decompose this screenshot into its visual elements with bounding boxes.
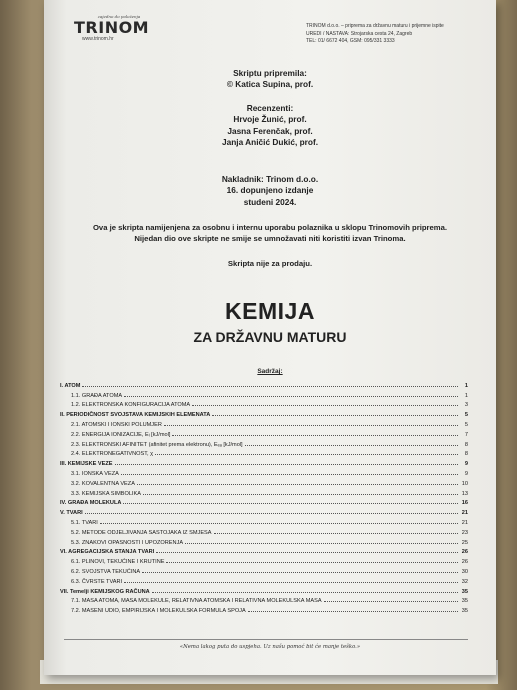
toc-entry — [60, 546, 468, 556]
toc-entry-label: 5.1. TVARI — [71, 519, 98, 526]
toc-entry — [60, 526, 468, 536]
toc-entry-page: 35 — [461, 598, 468, 605]
toc-entry-label: 2.2. ENERGIJA IONIZACIJE, Eᵢ [kJ/mol] — [71, 431, 171, 438]
toc-entry — [60, 457, 468, 467]
toc-entry-page: 8 — [464, 451, 468, 458]
toc-leader-dots — [100, 522, 458, 524]
toc-entry — [60, 379, 468, 389]
toc-entry-label: 2.1. ATOMSKI I IONSKI POLUMJER — [71, 421, 162, 428]
toc-leader-dots — [185, 542, 458, 544]
toc-leader-dots — [212, 414, 458, 416]
toc-entry-page: 21 — [461, 510, 468, 517]
toc-entry — [60, 448, 468, 458]
toc-entry — [60, 477, 468, 487]
toc-entry-label: 3.1. IONSKA VEZA — [71, 470, 119, 477]
toc-entry-page: 1 — [464, 382, 468, 389]
toc-leader-dots — [152, 591, 458, 593]
notice-line-2: Nijedan dio ove skripte ne smije se umnožavati niti koristiti izvan Trinoma. — [134, 234, 406, 243]
toc-entry-label: IV. GRAĐA MOLEKULA — [60, 500, 122, 507]
toc-leader-dots — [137, 483, 458, 485]
toc-entry — [60, 536, 468, 546]
toc-entry-page: 21 — [461, 519, 468, 526]
toc-entry-page: 7 — [464, 431, 468, 438]
toc-entry-page: 5 — [464, 421, 468, 428]
toc-entry — [60, 408, 468, 418]
document-subtitle: ZA DRŽAVNU MATURU — [193, 329, 347, 345]
prepared-by — [44, 68, 496, 91]
toc-entry-page: 32 — [461, 578, 468, 585]
toc-leader-dots — [82, 385, 458, 387]
toc-leader-dots — [166, 561, 458, 563]
toc-entry-page: 5 — [464, 412, 468, 419]
toc-entry-label: 1.2. ELEKTRONSKA KONFIGURACIJA ATOMA — [71, 402, 191, 409]
trinom-logo — [74, 14, 164, 42]
toc-entry-label: 7.1. MASA ATOMA, MASA MOLEKULE, RELATIVNA ATOMSKA I RELATIVNA MOLEKULSKA MASA — [71, 598, 322, 605]
toc-entry-label: I. ATOM — [60, 382, 81, 389]
toc-entry — [60, 428, 468, 438]
toc-entry-page: 9 — [464, 461, 468, 468]
reviewer-name: Janja Aničić Dukić, prof. — [221, 136, 319, 147]
toc-entry-page: 1 — [464, 392, 468, 399]
toc-leader-dots — [164, 424, 458, 426]
company-line-3: TEL: 01/ 6672 404, GSM: 095/331 3333 — [306, 38, 395, 44]
toc-entry-label: VI. AGREGACIJSKA STANJA TVARI — [60, 549, 155, 556]
toc-entry-page: 26 — [461, 549, 468, 556]
toc-leader-dots — [124, 395, 458, 397]
toc-entry — [60, 585, 468, 595]
toc-entry — [60, 487, 468, 497]
toc-entry — [60, 595, 468, 605]
toc-entry-page: 26 — [461, 559, 468, 566]
toc-entry-page: 3 — [464, 402, 468, 409]
toc-entry — [60, 418, 468, 428]
footer-divider — [64, 639, 468, 640]
toc-entry-label: 6.3. ČVRSTE TVARI — [71, 578, 123, 585]
toc-entry-label: 2.4. ELEKTRONEGATIVNOST, χ — [71, 451, 154, 458]
toc-entry — [60, 506, 468, 516]
toc-entry — [60, 565, 468, 575]
toc-leader-dots — [143, 493, 458, 495]
toc-entry-label: 3.2. KOVALENTNA VEZA — [71, 480, 135, 487]
toc-leader-dots — [192, 404, 458, 406]
toc-entry — [60, 516, 468, 526]
reviewer-name: Jasna Ferenčak, prof. — [227, 125, 313, 136]
toc-leader-dots — [85, 512, 458, 514]
table-of-contents — [60, 379, 468, 614]
toc-entry-page: 35 — [461, 588, 468, 595]
toc-entry-page: 8 — [464, 441, 468, 448]
toc-entry — [60, 555, 468, 565]
toc-entry — [60, 438, 468, 448]
toc-leader-dots — [245, 444, 458, 446]
toc-entry-label: 5.3. ZNAKOVI OPASNOSTI I UPOZORENJA — [71, 539, 184, 546]
toc-entry-label: 1.1. GRAĐA ATOMA — [71, 392, 123, 399]
toc-leader-dots — [324, 600, 458, 602]
toc-entry-label: V. TVARI — [60, 510, 83, 517]
toc-leader-dots — [214, 532, 458, 534]
usage-notice — [44, 222, 496, 244]
toc-entry-label: 7.2. MASENI UDIO, EMPIRIJSKA I MOLEKULSKA FORMULA SPOJA — [71, 608, 246, 615]
toc-entry-page: 16 — [461, 500, 468, 507]
publisher: Nakladnik: Trinom d.o.o. — [221, 174, 319, 184]
prepared-label: Skriptu pripremila: — [233, 68, 307, 78]
logo-tagline: zajedno do položenja — [97, 14, 141, 19]
toc-entry — [60, 604, 468, 614]
toc-entry — [60, 399, 468, 409]
toc-entry-page: 10 — [461, 480, 468, 487]
toc-entry — [60, 497, 468, 507]
toc-leader-dots — [156, 551, 458, 553]
logo-wordmark: TRINOM — [74, 18, 150, 37]
toc-entry-label: 5.2. METODE ODJELJIVANJA SASTOJAKA IZ SMJESA — [71, 529, 212, 536]
edition: 16. dopunjeno izdanje — [226, 185, 314, 196]
toc-leader-dots — [121, 473, 458, 475]
toc-entry — [60, 575, 468, 585]
footer-quote: «Nema lakog puta do uspjeha. Uz našu pomoć bit će manje teško.» — [179, 644, 361, 650]
toc-leader-dots — [142, 571, 458, 573]
toc-entry-label: 6.2. SVOJSTVA TEKUĆINA — [71, 568, 141, 575]
company-info — [306, 23, 494, 46]
toc-leader-dots — [172, 434, 458, 436]
toc-entry-label: VII. Temelji KEMIJSKOG RAČUNA — [60, 588, 150, 595]
toc-entry-page: 9 — [464, 470, 468, 477]
toc-leader-dots — [123, 502, 458, 504]
toc-entry-page: 35 — [461, 608, 468, 615]
reviewers-label: Recenzenti: — [246, 103, 294, 113]
company-line-2: UREDI / NASTAVA: Strojarska cesta 24, Zagreb — [306, 30, 413, 37]
reviewers-block — [44, 103, 496, 148]
logo-url: www.trinom.hr — [82, 36, 114, 42]
publisher-block — [44, 174, 496, 208]
document-title: KEMIJA — [225, 298, 315, 324]
toc-entry-page: 25 — [461, 539, 468, 546]
toc-entry-label: 6.1. PLINOVI, TEKUĆINE I KRUTINE — [71, 559, 165, 566]
toc-leader-dots — [124, 581, 458, 583]
toc-entry — [60, 389, 468, 399]
toc-entry-page: 13 — [461, 490, 468, 497]
toc-entry-page: 30 — [461, 568, 468, 575]
not-for-sale: Skripta nije za prodaju. — [227, 259, 313, 268]
notice-line-1: Ova je skripta namijenjena za osobnu i internu uporabu polaznika u sklopu Trinomovih priprema. — [92, 223, 448, 232]
reviewer-name: Hrvoje Žunić, prof. — [233, 114, 307, 125]
toc-entry-page: 23 — [461, 529, 468, 536]
toc-entry — [60, 467, 468, 477]
toc-heading: Sadržaj: — [257, 368, 283, 375]
toc-leader-dots — [248, 610, 458, 612]
toc-entry-label: II. PERIODIČNOST SVOJSTAVA KEMIJSKIH ELEMENATA — [60, 412, 211, 419]
prepared-name: © Katica Supina, prof. — [226, 79, 314, 90]
toc-entry-label: 2.3. ELEKTRONSKI AFINITET (afinitet prema elektronu), Eₑₐ [kJ/mol] — [71, 441, 243, 448]
company-line-1: TRINOM d.o.o. – priprema za državnu maturu i prijemne ispite — [306, 23, 444, 29]
toc-entry-label: 3.3. KEMIJSKA SIMBOLIKA — [71, 490, 141, 497]
toc-leader-dots — [155, 453, 458, 455]
edition-date: studeni 2024. — [243, 196, 297, 207]
toc-leader-dots — [115, 463, 458, 465]
toc-entry-label: III. KEMIJSKE VEZE — [60, 461, 113, 468]
